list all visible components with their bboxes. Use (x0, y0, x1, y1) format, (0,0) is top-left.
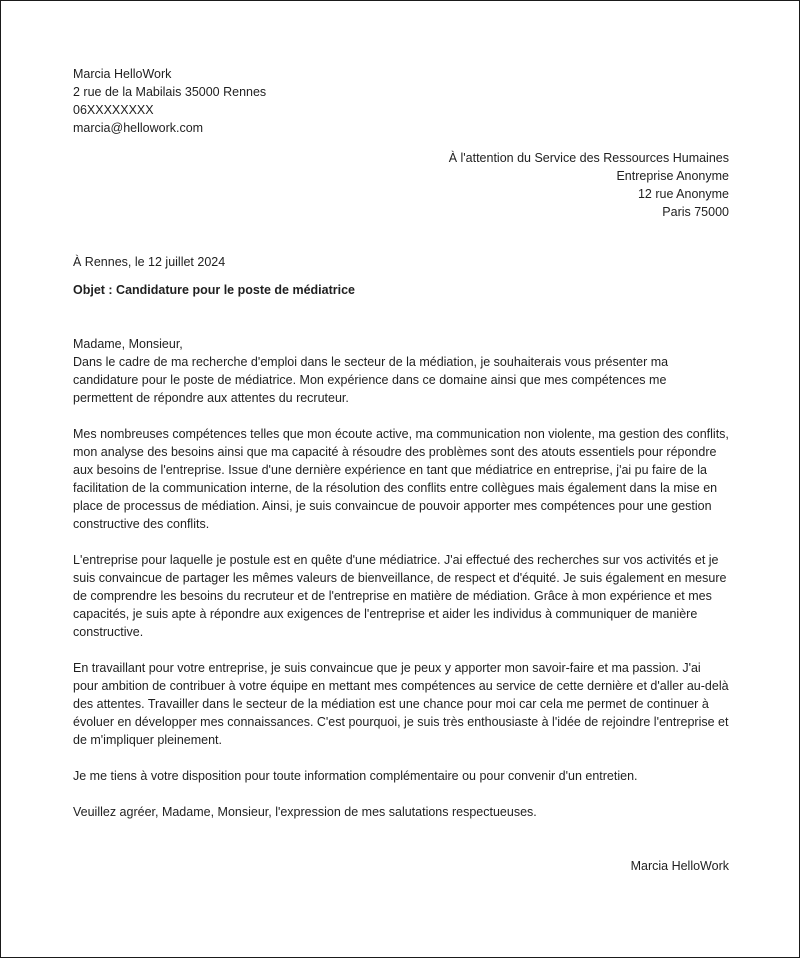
recipient-attention: À l'attention du Service des Ressources Humaines (448, 151, 729, 165)
sender-phone: 06XXXXXXXX (73, 103, 154, 117)
body-paragraph: L'entreprise pour laquelle je postule est en quête d'une médiatrice. J'ai effectué des recherches sur vos activités et je suis convaincue de partager les mêmes valeurs de bienveillance, de respect et d'équité. Je suis également en mesure de comprendre les besoins du recruteur et de l'entreprise en matière de médiation. Grâce à mon expérience et mes capacités, je suis apte à répondre aux exigences de l'entreprise et aider les individus à communiquer de manière constructive. (73, 553, 727, 639)
sender-address: 2 rue de la Mabilais 35000 Rennes (73, 85, 267, 99)
recipient-street: 12 rue Anonyme (637, 187, 729, 201)
recipient-city: Paris 75000 (662, 205, 729, 219)
salutation: Madame, Monsieur, (73, 337, 183, 351)
body-paragraph: En travaillant pour votre entreprise, je suis convaincue que je peux y apporter mon savoir-faire et ma passion. J'ai pour ambition de contribuer à votre équipe en mettant mes compétences au service de cette dernière et d'aller au-delà des attentes. Travailler dans le secteur de la médiation est une chance pour moi car cela me permet de continuer à évoluer en développer mes connaissances. C'est pourquoi, je suis très enthousiaste à l'idée de rejoindre l'entreprise et de m'impliquer pleinement. (73, 661, 729, 747)
sender-name: Marcia HelloWork (73, 67, 172, 81)
body-paragraph: Dans le cadre de ma recherche d'emploi dans le secteur de la médiation, je souhaiterais vous présenter ma candidature pour le poste de médiatrice. Mon expérience dans ce domaine ainsi que mes compétences me permettent de répondre aux attentes du recruteur. (73, 355, 669, 405)
letter-content (73, 65, 729, 875)
availability-paragraph: Je me tiens à votre disposition pour toute information complémentaire ou pour convenir d'un entretien. (73, 769, 638, 783)
date-line: À Rennes, le 12 juillet 2024 (73, 255, 226, 269)
signature: Marcia HelloWork (630, 859, 729, 873)
recipient-block (73, 149, 729, 221)
recipient-company: Entreprise Anonyme (616, 169, 729, 183)
body-paragraph: Mes nombreuses compétences telles que mon écoute active, ma communication non violente, ma gestion des conflits, mon analyse des besoins ainsi que ma capacité à résoudre des problèmes sont des atouts essentiels pour répondre aux besoins de l'entreprise. Issue d'une dernière expérience en tant que médiatrice en entreprise, j'ai pu faire de la facilitation de la communication interne, de la résolution des conflits entre collègues mais également dans la mise en place de processus de médiation. Ainsi, je suis convaincue de pouvoir apporter mes compétences pour une gestion constructive des conflits. (73, 427, 729, 531)
sender-email: marcia@hellowork.com (73, 121, 204, 135)
sender-block (73, 65, 729, 137)
closing-paragraph: Veuillez agréer, Madame, Monsieur, l'expression de mes salutations respectueuses. (73, 805, 537, 819)
letter-body (73, 353, 729, 821)
subject-line: Objet : Candidature pour le poste de médiatrice (73, 283, 355, 297)
